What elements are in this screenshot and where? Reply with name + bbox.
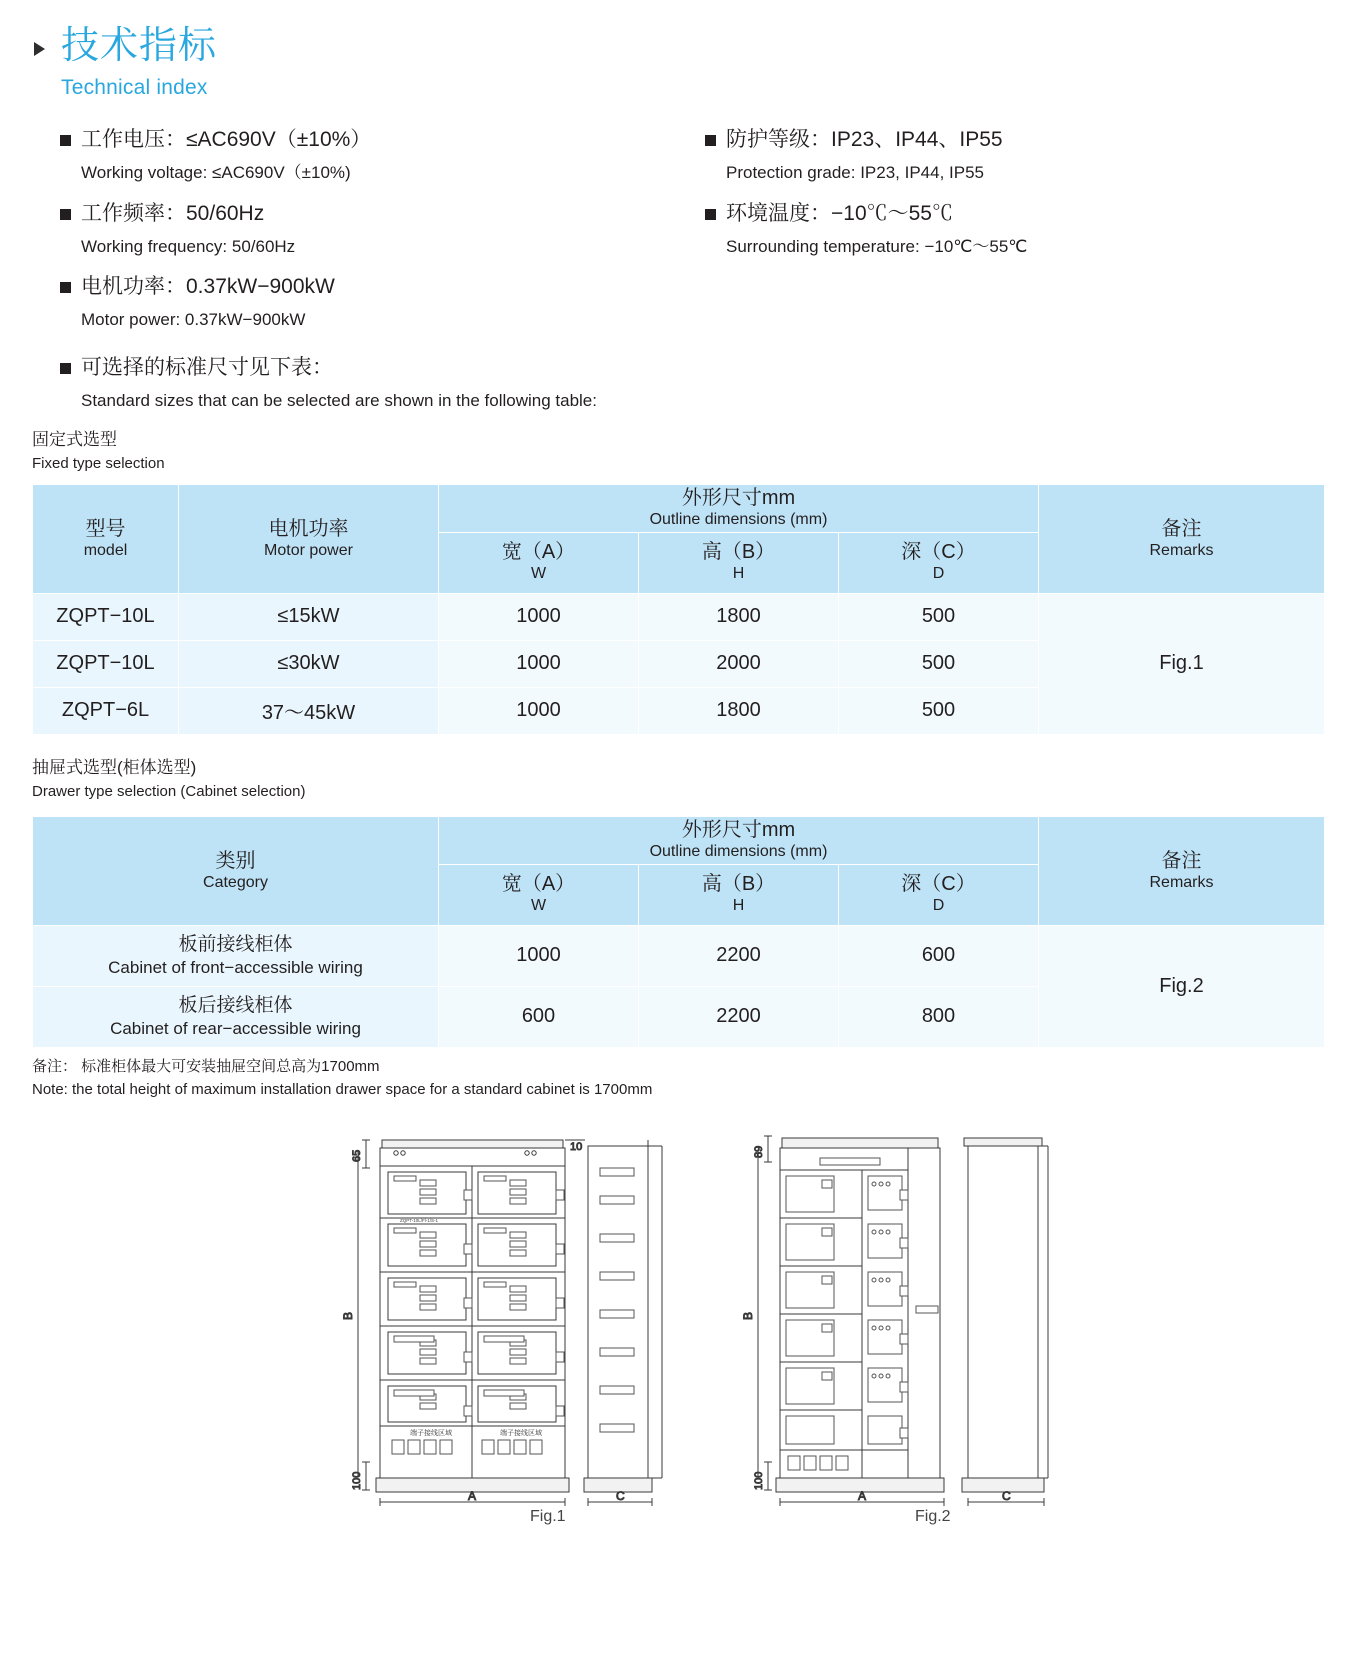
header-cell-width <box>439 864 639 925</box>
header-model-en: model <box>83 541 128 559</box>
square-bullet-icon <box>705 135 716 146</box>
header-cell-category <box>33 817 439 926</box>
table-note <box>32 1055 652 1102</box>
spec-cn-row <box>60 274 680 300</box>
header-width-cn: 宽（A） <box>501 873 576 896</box>
header-height-en: H <box>732 565 745 583</box>
svg-text:B: B <box>341 1311 355 1320</box>
spec-label-cn: 工作频率：50/60Hz <box>81 201 265 225</box>
svg-text:C: C <box>616 1489 625 1503</box>
cell-height: 2200 <box>639 986 839 1047</box>
cell-width: 1000 <box>439 593 639 640</box>
cell-depth: 800 <box>839 986 1039 1047</box>
svg-text:B: B <box>741 1311 755 1320</box>
spec-label-en: Surrounding temperature: −10℃～55℃ <box>726 236 1028 256</box>
spec-cn-row <box>705 201 1325 227</box>
header-height-cn: 高（B） <box>701 873 776 896</box>
svg-text:89: 89 <box>753 1145 765 1158</box>
cell-category-en: Cabinet of rear−accessible wiring <box>110 1018 361 1038</box>
section-label-cn: 抽屉式选型(柜体选型) <box>32 758 197 777</box>
figures-area <box>0 1110 1357 1550</box>
cell-remarks: Fig.2 <box>1039 925 1325 1047</box>
header-width-en: W <box>530 565 547 583</box>
table-drawer-type-selection <box>32 816 1325 1048</box>
page-header <box>34 26 217 100</box>
header-category-cn: 类别 <box>215 849 256 872</box>
header-cell-depth <box>839 864 1039 925</box>
cell-depth: 500 <box>839 687 1039 734</box>
page-subtitle: Technical index <box>61 75 208 99</box>
spec-cn-row <box>60 355 960 381</box>
svg-text:A: A <box>858 1489 867 1503</box>
spec-cn-row <box>60 201 680 227</box>
spec-label-en: Protection grade: IP23, IP44, IP55 <box>726 163 984 183</box>
header-outline-en: Outline dimensions (mm) <box>649 843 828 860</box>
header-outline-cn: 外形尺寸mm <box>681 819 796 841</box>
spec-label-cn: 防护等级：IP23、IP44、IP55 <box>726 128 1003 151</box>
spec-label-cn: 可选择的标准尺寸见下表： <box>81 356 333 379</box>
svg-text:100: 100 <box>753 1471 765 1490</box>
cell-depth: 500 <box>839 593 1039 640</box>
header-cell-depth <box>839 532 1039 593</box>
header-remarks-en: Remarks <box>1149 873 1214 891</box>
cell-width: 1000 <box>439 687 639 734</box>
svg-text:65: 65 <box>351 1149 363 1162</box>
spec-item-motor-power <box>60 274 680 331</box>
spec-item-working-voltage <box>60 127 680 184</box>
spec-item-standard-sizes <box>60 355 960 412</box>
header-cell-outline-dimensions <box>439 485 1039 533</box>
header-depth-en: D <box>932 565 945 583</box>
header-cell-outline-dimensions <box>439 817 1039 865</box>
header-remarks-cn: 备注 <box>1161 517 1202 540</box>
cell-width: 1000 <box>439 925 639 986</box>
spec-label-en: Working frequency: 50/60Hz <box>81 236 296 256</box>
section-label-en: Drawer type selection (Cabinet selection) <box>32 782 306 800</box>
section-label-drawer-type <box>32 756 305 802</box>
cell-height: 1800 <box>639 687 839 734</box>
cell-power: 37～45kW <box>179 687 439 734</box>
header-remarks-en: Remarks <box>1149 541 1214 559</box>
spec-cn-row <box>60 127 680 153</box>
cell-category <box>33 986 439 1047</box>
note-cn: 备注： 标准柜体最大可安装抽屉空间总高为1700mm <box>32 1058 380 1075</box>
spec-cn-row <box>705 127 1325 153</box>
table-row <box>33 593 1325 640</box>
svg-text:端子接线区域: 端子接线区域 <box>500 1430 542 1437</box>
header-height-cn: 高（B） <box>701 541 776 564</box>
cell-power: ≤30kW <box>179 640 439 687</box>
svg-text:ZQPT-10L/Fl-1/S-1: ZQPT-10L/Fl-1/S-1 <box>400 1218 439 1223</box>
cell-model: ZQPT−10L <box>33 640 179 687</box>
header-width-cn: 宽（A） <box>501 541 576 564</box>
spec-label-en: Working voltage: ≤AC690V（±10%) <box>81 163 351 183</box>
cell-width: 600 <box>439 986 639 1047</box>
cell-category <box>33 925 439 986</box>
spec-item-protection-grade <box>705 127 1325 184</box>
spec-label-cn: 环境温度：−10℃～55℃ <box>726 201 953 225</box>
cell-category-cn: 板前接线柜体 <box>178 933 293 955</box>
svg-text:10: 10 <box>570 1141 583 1153</box>
cell-model: ZQPT−6L <box>33 687 179 734</box>
header-power-cn: 电机功率 <box>268 517 349 540</box>
cell-remarks: Fig.1 <box>1039 593 1325 734</box>
section-label-cn: 固定式选型 <box>32 430 117 449</box>
svg-text:100: 100 <box>351 1471 363 1490</box>
svg-text:C: C <box>1002 1489 1011 1503</box>
header-cell-height <box>639 532 839 593</box>
cell-width: 1000 <box>439 640 639 687</box>
section-label-en: Fixed type selection <box>32 454 165 472</box>
header-power-en: Motor power <box>264 541 353 559</box>
figure-1-caption: Fig.1 <box>530 1508 566 1525</box>
header-depth-cn: 深（C） <box>901 873 976 896</box>
cell-power: ≤15kW <box>179 593 439 640</box>
cell-category-cn: 板后接线柜体 <box>178 994 293 1016</box>
table-header-row <box>33 817 1325 865</box>
square-bullet-icon <box>705 209 716 220</box>
header-cell-width <box>439 532 639 593</box>
header-cell-remarks <box>1039 817 1325 926</box>
cell-height: 2200 <box>639 925 839 986</box>
header-cell-model <box>33 485 179 594</box>
square-bullet-icon <box>60 363 71 374</box>
svg-text:A: A <box>468 1489 477 1503</box>
header-category-en: Category <box>203 873 268 891</box>
title-row <box>34 26 217 68</box>
page-title: 技术指标 <box>61 25 218 67</box>
section-label-fixed-type <box>32 428 165 474</box>
square-bullet-icon <box>60 135 71 146</box>
cell-depth: 500 <box>839 640 1039 687</box>
header-outline-cn: 外形尺寸mm <box>681 487 796 509</box>
cell-depth: 600 <box>839 925 1039 986</box>
table-header-row <box>33 485 1325 533</box>
spec-label-en: Motor power: 0.37kW−900kW <box>81 310 306 330</box>
spec-label-cn: 工作电压：≤AC690V（±10%） <box>81 128 372 151</box>
header-outline-en: Outline dimensions (mm) <box>649 511 828 528</box>
header-model-cn: 型号 <box>85 517 126 540</box>
header-cell-height <box>639 864 839 925</box>
table-row <box>33 925 1325 986</box>
header-depth-cn: 深（C） <box>901 541 976 564</box>
spec-label-cn: 电机功率：0.37kW−900kW <box>81 275 335 298</box>
spec-column-right <box>705 127 1325 274</box>
triangle-bullet-icon <box>34 42 45 56</box>
header-cell-motor-power <box>179 485 439 594</box>
header-depth-en: D <box>932 897 945 915</box>
svg-text:端子接线区域: 端子接线区域 <box>410 1430 452 1437</box>
figure-2-caption: Fig.2 <box>915 1508 951 1525</box>
cell-height: 1800 <box>639 593 839 640</box>
spec-label-en: Standard sizes that can be selected are shown in the following table: <box>81 391 597 411</box>
header-width-en: W <box>530 897 547 915</box>
header-cell-remarks <box>1039 485 1325 594</box>
table-fixed-type-selection <box>32 484 1325 735</box>
cabinet-drawings-svg <box>0 1110 1357 1550</box>
cell-category-en: Cabinet of front−accessible wiring <box>108 957 363 977</box>
spec-column-left <box>60 127 680 348</box>
spec-item-working-frequency <box>60 201 680 258</box>
header-height-en: H <box>732 897 745 915</box>
cell-height: 2000 <box>639 640 839 687</box>
note-en: Note: the total height of maximum installation drawer space for a standard cabinet is 1700mm <box>32 1081 653 1099</box>
spec-item-surrounding-temperature <box>705 201 1325 258</box>
square-bullet-icon <box>60 282 71 293</box>
header-remarks-cn: 备注 <box>1161 849 1202 872</box>
square-bullet-icon <box>60 209 71 220</box>
cell-model: ZQPT−10L <box>33 593 179 640</box>
